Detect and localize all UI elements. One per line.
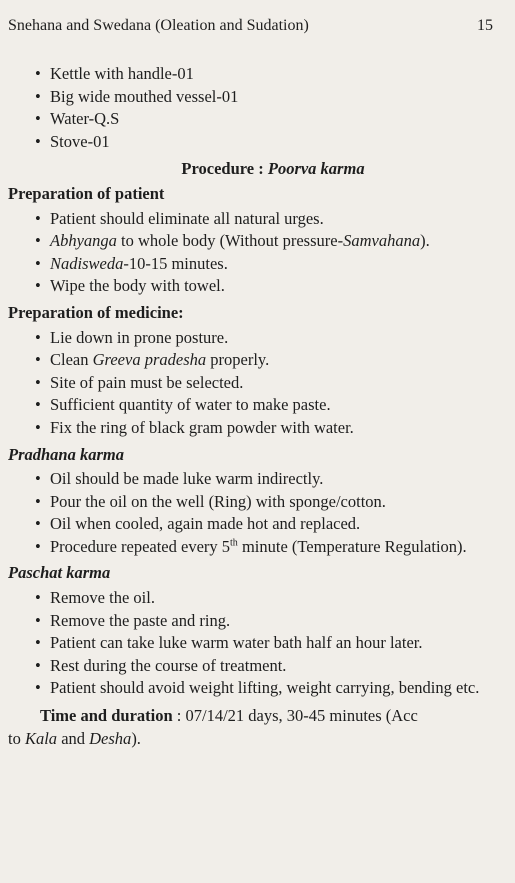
section-heading-preparation-medicine: Preparation of medicine: — [8, 302, 184, 322]
paschat-karma-list — [8, 587, 500, 700]
term-italic: Nadisweda — [50, 253, 124, 273]
procedure-label: Procedure : — [181, 159, 268, 179]
list-item: • Stove-01 — [8, 131, 500, 154]
list-item: • Sufficient quantity of water to make paste. — [8, 394, 500, 417]
page-body — [8, 63, 500, 750]
time-duration-line: Time and duration : 07/14/21 days, 30-45 minutes (Acc — [40, 706, 418, 726]
list-item: • Rest during the course of treatment. — [8, 655, 500, 678]
list-item: • Site of pain must be selected. — [8, 372, 500, 395]
list-item: • Water-Q.S — [8, 108, 500, 131]
procedure-italic: Poorva karma — [267, 159, 365, 179]
term-italic: Desha — [89, 728, 132, 748]
section-heading-pradhana-karma: Pradhana karma — [8, 444, 124, 464]
preparation-medicine-list — [8, 327, 500, 440]
section-heading-preparation-patient: Preparation of patient — [8, 183, 165, 203]
list-item: • Oil should be made luke warm indirectly. — [8, 468, 500, 491]
preparation-patient-list — [8, 208, 500, 298]
list-item: • Oil when cooled, again made hot and replaced. — [8, 513, 500, 536]
list-item: • Remove the oil. — [8, 587, 500, 610]
list-item: • Big wide mouthed vessel-01 — [8, 86, 500, 109]
list-item: • Clean Greeva pradesha properly. — [8, 349, 500, 372]
list-item: • Kettle with handle-01 — [8, 63, 500, 86]
time-duration-line-2: to Kala and Desha). — [8, 728, 141, 748]
list-item: • Fix the ring of black gram powder with water. — [8, 417, 500, 440]
time-duration-label: Time and duration — [40, 706, 173, 726]
term-italic: Kala — [24, 728, 58, 748]
list-item: • Lie down in prone posture. — [8, 327, 500, 350]
list-item: • Nadisweda-10-15 minutes. — [8, 253, 500, 276]
section-heading-paschat-karma: Paschat karma — [8, 563, 111, 583]
page-number: 15 — [477, 17, 493, 34]
list-item: • Wipe the body with towel. — [8, 275, 500, 298]
term-italic: Abhyanga — [50, 231, 117, 251]
list-item: • Patient should avoid weight lifting, weight carrying, bending etc. — [8, 677, 500, 700]
list-item: • Procedure repeated every 5th minute (Temperature Regulation). — [8, 536, 500, 559]
term-italic: Greeva pradesha — [92, 350, 207, 370]
list-item: • Patient can take luke warm water bath half an hour later. — [8, 632, 500, 655]
list-item: • Abhyanga to whole body (Without pressure-Samvahana). — [8, 230, 500, 253]
running-title: Snehana and Swedana (Oleation and Sudation) — [8, 17, 309, 34]
list-item: • Pour the oil on the well (Ring) with sponge/cotton. — [8, 491, 500, 514]
list-item: • Remove the paste and ring. — [8, 610, 500, 633]
equipment-list — [8, 63, 500, 153]
pradhana-karma-list — [8, 468, 500, 558]
procedure-heading — [8, 158, 500, 181]
list-item: • Patient should eliminate all natural urges. — [8, 208, 500, 231]
term-italic: Samvahana — [343, 231, 421, 251]
